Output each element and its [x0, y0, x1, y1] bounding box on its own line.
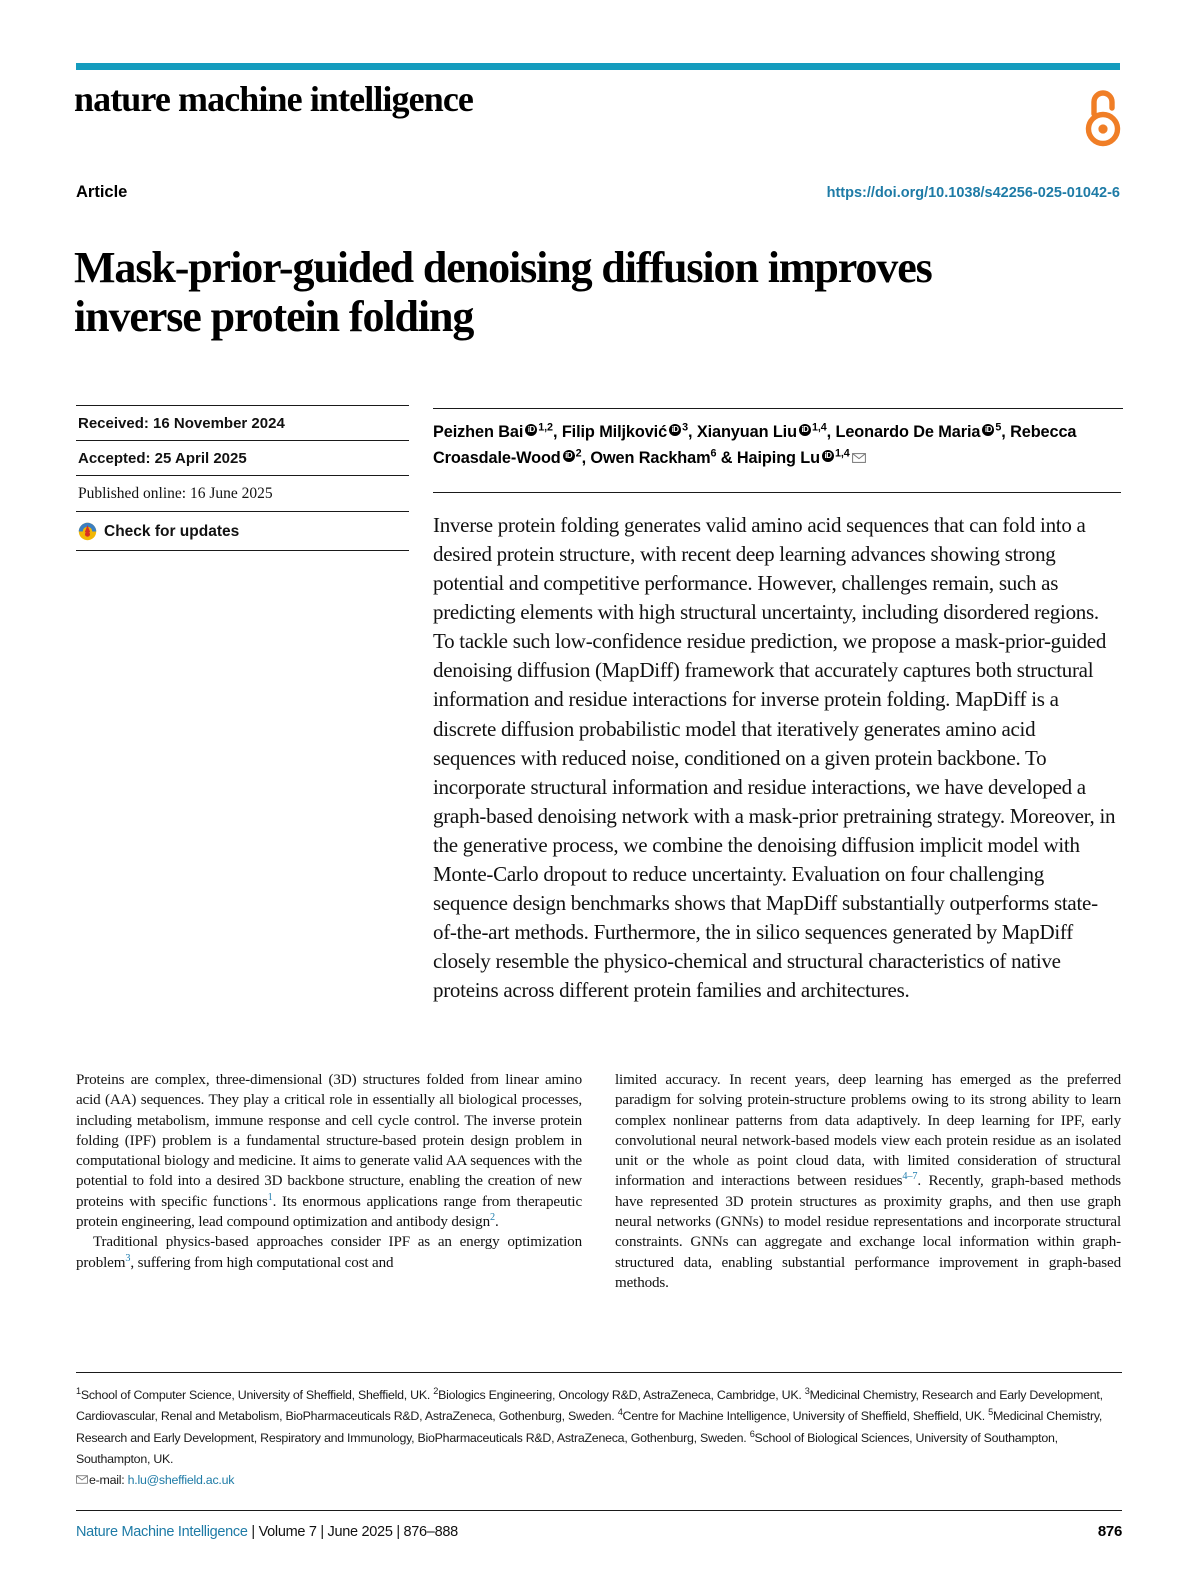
affil-text: School of Biological Sciences, University of Southampton, Southampton, UK.	[76, 1430, 1058, 1466]
open-access-logo	[1084, 88, 1122, 148]
paragraph-text: , suffering from high computational cost and	[130, 1254, 394, 1271]
paragraph-text: . Recently, graph-based methods have represented 3D protein structures as proximity graphs, and then use graph neural networks (GNNs) to model residue representations and incorporate structural constraints. GNNs can aggregate and exchange local information within graph-structured data, enabling substantial performance improvement in graph-based methods.	[615, 1173, 1121, 1291]
author-separator: &	[716, 449, 737, 468]
paragraph	[615, 1070, 1121, 1293]
author-name[interactable]: Leonardo De Maria	[835, 423, 981, 441]
orcid-icon[interactable]	[822, 450, 834, 462]
received-date: Received: 16 November 2024	[76, 405, 409, 440]
orcid-icon[interactable]	[563, 450, 575, 462]
author-separator: ,	[687, 423, 697, 441]
author-affil-ref: 5	[995, 421, 1002, 434]
author-name[interactable]: Xianyuan Liu	[696, 423, 797, 441]
body-column-left	[76, 1070, 582, 1293]
journal-masthead-title: nature machine intelligence	[74, 79, 473, 119]
email-link[interactable]: h.lu@sheffield.ac.uk	[127, 1473, 235, 1488]
paragraph	[76, 1232, 582, 1273]
affil-marker: 3	[804, 1385, 810, 1396]
abstract-text: Inverse protein folding generates valid amino acid sequences that can fold into a desired protein structure, with recent deep learning advances showing strong potential and competitive performance. However, challenges remain, such as predicting elements with high structural uncertainty, including disordered regions. To tackle such low-confidence residue prediction, we propose a mask-prior-guided denoising diffusion (MapDiff) framework that accurately captures both structural information and residue interactions for inverse protein folding. MapDiff is a discrete diffusion probabilistic model that iteratively generates amino acid sequences with reduced noise, conditioned on a given protein backbone. To incorporate structural information and residue interactions, we have developed a graph-based denoising network with a mask-prior pretraining strategy. Moreover, in the generative process, we combine the denoising diffusion implicit model with Monte-Carlo dropout to reduce uncertainty. Evaluation on four challenging sequence design benchmarks shows that MapDiff substantially outperforms state-of-the-art methods. Furthermore, the in silico sequences generated by MapDiff closely resemble the physico-chemical and structural characteristics of native proteins across different protein families and architectures.	[433, 492, 1121, 1005]
affil-text: Biologics Engineering, Oncology R&D, AstraZeneca, Cambridge, UK.	[438, 1388, 805, 1402]
author-affil-ref: 2	[575, 447, 582, 460]
author-affil-ref: 6	[710, 447, 717, 460]
doi-link[interactable]: https://doi.org/10.1038/s42256-025-01042-6	[826, 185, 1120, 201]
corresponding-email-line	[76, 1470, 1122, 1491]
paragraph-text: .	[494, 1214, 499, 1231]
published-date: Published online: 16 June 2025	[76, 475, 409, 511]
orcid-icon[interactable]	[799, 424, 811, 436]
author-affil-ref: 1,4	[835, 447, 850, 460]
affil-text: Medicinal Chemistry, Research and Early Development, Respiratory and Immunology, BioPharmaceuticals R&D, AstraZeneca, Gothenburg, Sweden.	[76, 1409, 1103, 1445]
footer-journal-name[interactable]: Nature Machine Intelligence	[76, 1524, 248, 1540]
affil-text: Centre for Machine Intelligence, University of Sheffield, Sheffield, UK.	[622, 1409, 989, 1424]
author-affil-ref: 3	[682, 421, 688, 434]
author-name[interactable]: Filip Miljković	[561, 423, 668, 441]
author-name[interactable]: Rebecca Croasdale-Wood	[433, 423, 1077, 468]
author-name[interactable]: Owen Rackham	[590, 449, 711, 468]
masthead-rule	[76, 63, 1120, 70]
author-separator: ,	[1001, 423, 1011, 441]
author-separator: ,	[826, 423, 836, 441]
corresponding-author-email-icon[interactable]	[852, 453, 866, 463]
publication-dates-panel	[76, 405, 409, 551]
page-number: 876	[1097, 1523, 1122, 1540]
check-for-updates-label: Check for updates	[104, 522, 240, 540]
affil-text: Medicinal Chemistry, Research and Early Development, Cardiovascular, Renal and Metabolism, BioPharmaceuticals R&D, AstraZeneca, Gothenburg, Sweden.	[76, 1388, 1103, 1424]
author-list	[433, 408, 1123, 472]
accepted-date: Accepted: 25 April 2025	[76, 440, 409, 475]
footer-citation	[76, 1524, 458, 1540]
affil-marker: 1	[76, 1385, 81, 1396]
affil-marker: 4	[617, 1407, 623, 1418]
email-label: e-mail:	[89, 1473, 128, 1488]
article-type-label: Article	[76, 183, 128, 201]
citation-ref[interactable]: 4–7	[902, 1171, 918, 1183]
orcid-icon[interactable]	[525, 424, 537, 436]
page-title: Mask-prior-guided denoising diffusion improves inverse protein folding	[74, 243, 932, 341]
email-icon	[76, 1475, 88, 1484]
affil-marker: 6	[749, 1428, 755, 1439]
body-columns	[76, 1070, 1122, 1293]
author-affil-ref: 1,4	[811, 421, 827, 434]
page-footer	[76, 1510, 1122, 1540]
body-column-right	[615, 1070, 1121, 1293]
citation-ref[interactable]: 2	[489, 1212, 495, 1224]
affil-text: School of Computer Science, University of Sheffield, Sheffield, UK.	[80, 1388, 434, 1402]
paragraph-text: limited accuracy. In recent years, deep learning has emerged as the preferred paradigm for solving protein-structure problems owing to its strong ability to learn complex nonlinear patterns from data adaptively. In deep learning for IPF, early convolutional neural network-based models view each protein residue as an isolated unit or the whole as point cloud data, with limited consideration of structural information and interactions between residues	[615, 1072, 1121, 1190]
paragraph	[76, 1070, 582, 1232]
affil-marker: 2	[433, 1385, 439, 1396]
paragraph-text: . Its enormous applications range from therapeutic protein engineering, lead compound optimization and antibody design	[76, 1193, 582, 1231]
footer-volume-info: | Volume 7 | June 2025 | 876–888	[247, 1524, 458, 1540]
affiliations-block	[76, 1372, 1122, 1492]
author-name[interactable]: Peizhen Bai	[433, 423, 524, 441]
orcid-icon[interactable]	[982, 424, 994, 436]
author-separator: ,	[581, 449, 591, 468]
citation-ref[interactable]: 3	[125, 1252, 131, 1264]
author-affil-ref: 1,2	[538, 421, 553, 434]
paragraph-text: Traditional physics-based approaches consider IPF as an energy optimization problem	[76, 1234, 582, 1271]
check-for-updates-button[interactable]	[76, 511, 409, 551]
paragraph-text: Proteins are complex, three-dimensional (3D) structures folded from linear amino acid (AA) sequences. They play a critical role in essentially all biological processes, including metabolism, immune response and cell cycle control. The inverse protein folding (IPF) problem is a fundamental structure-based protein design problem in computational biology and medicine. It aims to generate valid AA sequences with the potential to fold into a desired 3D backbone structure, enabling the creation of new proteins with specific functions	[76, 1072, 582, 1210]
orcid-icon[interactable]	[669, 424, 681, 436]
affil-marker: 5	[988, 1407, 993, 1418]
citation-ref[interactable]: 1	[267, 1191, 273, 1203]
author-name[interactable]: Haiping Lu	[736, 449, 820, 468]
crossmark-icon	[78, 522, 97, 541]
author-separator: ,	[552, 423, 562, 441]
